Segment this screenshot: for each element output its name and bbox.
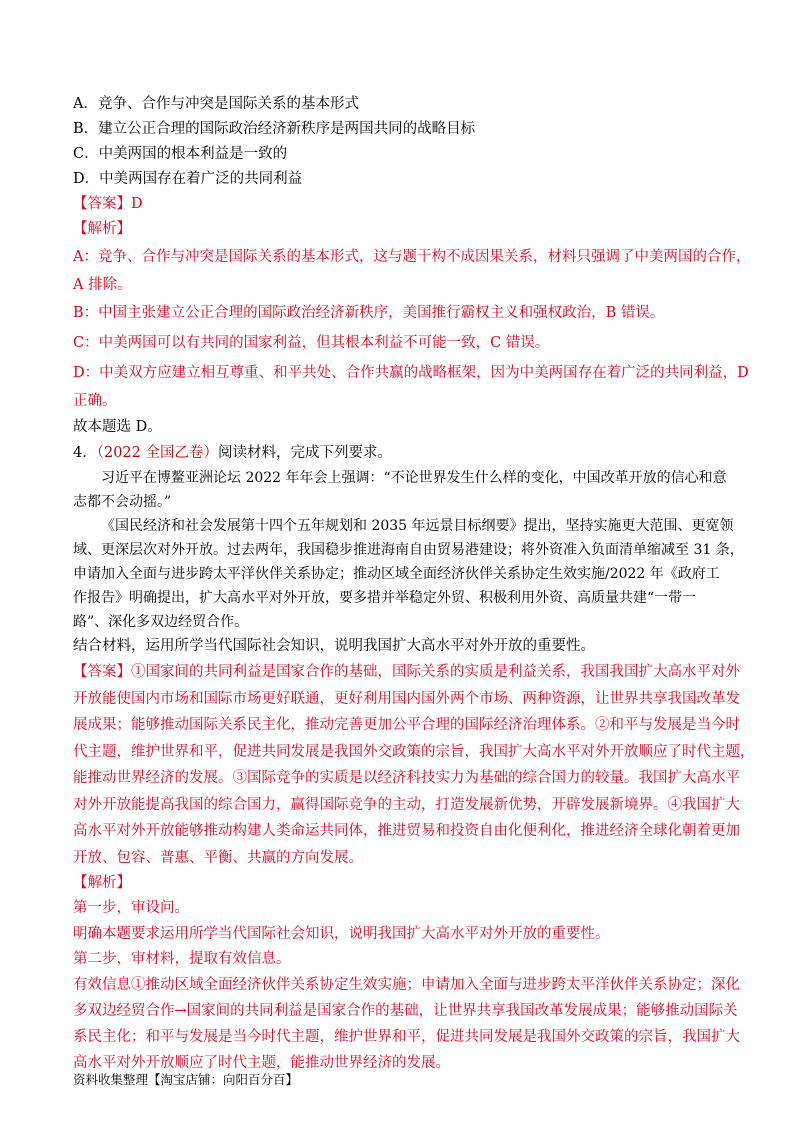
q4-source: （2022 全国乙卷） [96,445,218,461]
material-line: 申请加入全面与进步跨太平洋伙伴关系协定；推动区域全面经济伙伴关系协定生效实施/2022 年《政府工 [73,566,720,582]
material-line: 域、更深层次对外开放。过去两年，我国稳步推进海南自由贸易港建设；将外资准入负面清单缩减至 31 条， [73,542,744,558]
document-page [73,92,755,1076]
q3-conclusion: 故本题选 D。 [73,419,162,435]
q4-number: 4． [73,445,97,461]
q3-analysis-line: B：中国主张建立公正合理的国际政治经济新秩序，美国推行霸权主义和强权政治，B 错误。 [73,305,665,321]
q4-stem: 阅读材料，完成下列要求。 [218,445,392,461]
options-list [73,92,733,192]
option-c: C．中美两国的根本利益是一致的 [73,146,288,162]
q3-analysis-line: A 排除。 [73,277,132,293]
analysis-line: 明确本题要求运用所学当代国际社会知识，说明我国扩大高水平对外开放的重要性。 [73,926,610,942]
answer-line: 开放能使国内市场和国际市场更好联通，更好利用国内国外两个市场、两种资源，让世界共享我国改革发 [73,690,740,707]
option-a: A．竞争、合作与冲突是国际关系的基本形式 [73,96,359,112]
q3-analysis-line: A：竞争、合作与冲突是国际关系的基本形式，这与题干构不成因果关系，材料只强调了中美两国的合作， [73,249,751,265]
answer-line: 高水平对外开放能够推动构建人类命运共同体，推进贸易和投资自由化便利化，推进经济全球化朝着更加 [73,823,740,839]
material-line: 习近平在博鳌亚洲论坛 2022 年年会上强调：“不论世界发生什么样的变化，中国改革开放的信心和意 [101,470,727,486]
option-b: B．建立公正合理的国际政治经济新秩序是两国共同的战略目标 [73,121,476,137]
q3-analysis-line: D：中美双方应建立相互尊重、和平共处、合作共赢的战略框架，因为中美两国存在着广泛的共同利益，D [73,365,749,381]
q4-analysis-label: 【解析】 [73,875,131,891]
answer-line: 代主题，维护世界和平，促进共同发展是我国外交政策的宗旨，我国扩大高水平对外开放顺应了时代主题， [73,743,755,760]
q4-material [73,466,744,634]
material-line: 作报告》明确提出，扩大高水平对外开放，要多措并举稳定外贸、积极利用外资、高质量共建“一带一 [73,590,697,606]
answer-line: 展成果；能够推动国际关系民主化，推动完善更加公平合理的国际经济治理体系。②和平与发展是当今时 [73,717,740,733]
answer-line: 开放、包容、普惠、平衡、共赢的方向发展。 [73,849,363,866]
analysis-line: 高水平对外开放顺应了时代主题，能推动世界经济的发展。 [73,1055,450,1071]
q3-answer: 【答案】D [73,196,143,212]
material-line: 志都不会动摇。” [73,494,172,510]
material-line: 《国民经济和社会发展第十四个五年规划和 2035 年远景目标纲要》提出，坚持实施更大范围、更宽领 [101,518,734,534]
analysis-line: 系民主化；和平与发展是当今时代主题，维护世界和平，促进共同发展是我国外交政策的宗旨，我国扩大 [73,1029,740,1045]
q4-requirement: 结合材料，运用所学当代国际社会知识，说明我国扩大高水平对外开放的重要性。 [73,638,595,654]
analysis-line: 第二步，审材料，提取有效信息。 [73,951,291,967]
answer-line: 能推动世界经济的发展。③国际竞争的实质是以经济科技实力为基础的综合国力的较量。我国扩大高水平 [73,770,740,786]
q4-analysis [73,896,740,1076]
q4-heading [73,440,733,466]
material-line: 路”、深化多双边经贸合作。 [73,614,249,630]
q3-analysis-line: 正确。 [73,393,117,409]
q3-analysis-label: 【解析】 [73,221,131,237]
answer-line: 【答案】①国家间的共同利益是国家合作的基础，国际关系的实质是利益关系，我国我国扩大高水平对外 [73,664,740,680]
analysis-line: 有效信息①推动区域全面经济伙伴关系协定生效实施；申请加入全面与进步跨太平洋伙伴关系协定；深化 [73,977,740,993]
analysis-line: 多双边经贸合作→国家间的共同利益是国家合作的基础，让世界共享我国改革发展成果；能够推动国际关 [73,1003,738,1019]
answer-line: 对外开放能提高我国的综合国力，赢得国际竞争的主动，打造发展新优势，开辟发展新境界。④我国扩大 [73,796,740,813]
option-d: D．中美两国存在着广泛的共同利益 [73,171,303,187]
q3-analysis-line: C：中美两国可以有共同的国家利益，但其根本利益不可能一致，C 错误。 [73,335,550,351]
q3-analysis [73,242,751,414]
q4-answer [73,659,755,871]
analysis-line: 第一步，审设问。 [73,900,189,916]
page-footer: 资料收集整理【淘宝店铺：向阳百分百】 [73,1072,299,1087]
